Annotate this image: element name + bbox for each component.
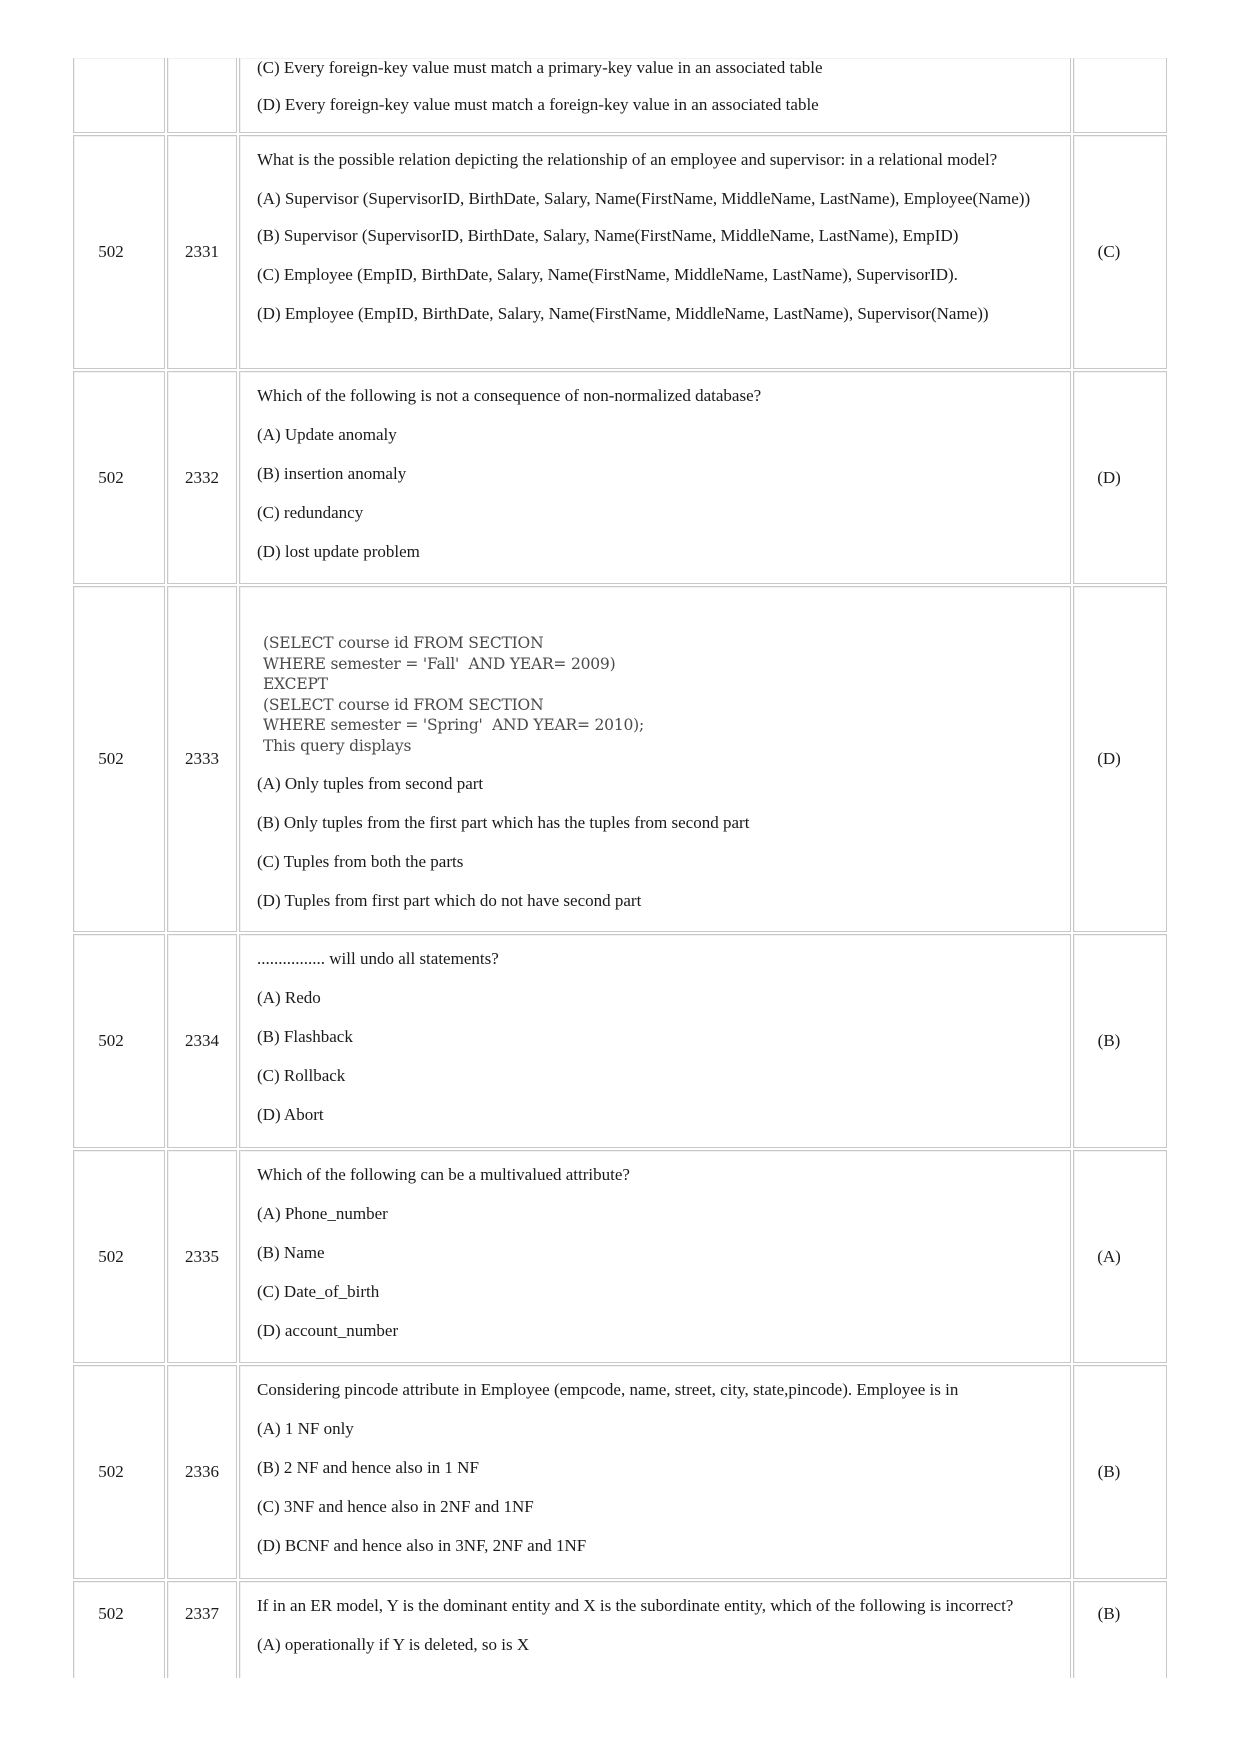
option-b: (B) Only tuples from the first part which has the tuples from second part bbox=[257, 813, 750, 832]
option-d: (D) Every foreign-key value must match a foreign-key value in an associated table bbox=[257, 95, 819, 114]
answer-cell bbox=[1073, 58, 1167, 133]
option-b: (B) Supervisor (SupervisorID, BirthDate, Salary, Name(FirstName, MiddleName, LastName), EmpID) bbox=[257, 226, 959, 245]
question-table bbox=[72, 58, 1170, 1678]
option-c: (C) Rollback bbox=[257, 1066, 346, 1085]
sql-query-image: (SELECT course id FROM SECTION WHERE semester = 'Fall' AND YEAR= 2009) EXCEPT (SELECT course id FROM SECTION WHERE semester = 'Spring' AND YEAR= 2010); This query displays bbox=[263, 634, 645, 755]
question-text: Which of the following is not a consequence of non-normalized database? bbox=[257, 386, 762, 405]
option-d: (D) BCNF and hence also in 3NF, 2NF and 1NF bbox=[257, 1536, 587, 1555]
question-cell bbox=[239, 135, 1071, 369]
question-cell bbox=[239, 58, 1071, 133]
option-b: (B) insertion anomaly bbox=[257, 464, 407, 483]
option-c: (C) Date_of_birth bbox=[257, 1282, 380, 1301]
table-row bbox=[72, 134, 1170, 370]
option-c: (C) Employee (EmpID, BirthDate, Salary, Name(FirstName, MiddleName, LastName), SupervisorID). bbox=[257, 265, 958, 284]
course-code-cell: 502 bbox=[73, 1581, 165, 1678]
option-c: (C) Tuples from both the parts bbox=[257, 852, 464, 871]
course-code-cell: 502 bbox=[73, 934, 165, 1148]
option-a: (A) Update anomaly bbox=[257, 425, 397, 444]
option-b: (B) Name bbox=[257, 1243, 325, 1262]
course-code-cell: 502 bbox=[73, 586, 165, 932]
option-d: (D) Abort bbox=[257, 1105, 324, 1124]
option-a: (A) Redo bbox=[257, 988, 321, 1007]
option-c: (C) 3NF and hence also in 2NF and 1NF bbox=[257, 1497, 534, 1516]
table-row bbox=[72, 585, 1170, 933]
option-b: (B) Flashback bbox=[257, 1027, 353, 1046]
answer-cell: (B) bbox=[1073, 934, 1167, 1148]
table-row bbox=[72, 370, 1170, 585]
question-text: Which of the following can be a multivalued attribute? bbox=[257, 1165, 630, 1184]
table-row bbox=[72, 1580, 1170, 1678]
answer-cell: (D) bbox=[1073, 371, 1167, 584]
option-a: (A) Phone_number bbox=[257, 1204, 388, 1223]
question-number-cell: 2333 bbox=[167, 586, 237, 932]
answer-cell: (B) bbox=[1073, 1365, 1167, 1579]
option-d: (D) Tuples from first part which do not have second part bbox=[257, 891, 642, 910]
option-d: (D) lost update problem bbox=[257, 542, 420, 561]
question-text: Considering pincode attribute in Employee (empcode, name, street, city, state,pincode). Employee is in bbox=[257, 1380, 959, 1399]
course-code-cell: 502 bbox=[73, 135, 165, 369]
course-code-cell bbox=[73, 58, 165, 133]
course-code-cell: 502 bbox=[73, 1365, 165, 1579]
question-cell bbox=[239, 934, 1071, 1148]
option-a: (A) Supervisor (SupervisorID, BirthDate, Salary, Name(FirstName, MiddleName, LastName), Employee(Name)) bbox=[257, 189, 1031, 208]
question-cell bbox=[239, 1150, 1071, 1363]
table-row bbox=[72, 1149, 1170, 1364]
question-text: ................ will undo all statements? bbox=[257, 949, 499, 968]
question-text: If in an ER model, Y is the dominant entity and X is the subordinate entity, which of the following is incorrect? bbox=[257, 1596, 1014, 1615]
answer-cell: (C) bbox=[1073, 135, 1167, 369]
question-number-cell: 2334 bbox=[167, 934, 237, 1148]
table-row bbox=[72, 933, 1170, 1149]
question-text: What is the possible relation depicting the relationship of an employee and supervisor: in a relational model? bbox=[257, 150, 998, 169]
option-d: (D) account_number bbox=[257, 1321, 399, 1340]
question-cell bbox=[239, 1365, 1071, 1579]
course-code-cell: 502 bbox=[73, 371, 165, 584]
question-cell bbox=[239, 371, 1071, 584]
question-number-cell: 2336 bbox=[167, 1365, 237, 1579]
option-a: (A) Only tuples from second part bbox=[257, 774, 484, 793]
question-cell bbox=[239, 586, 1071, 932]
answer-cell: (B) bbox=[1073, 1581, 1167, 1678]
answer-cell: (A) bbox=[1073, 1150, 1167, 1363]
question-cell bbox=[239, 1581, 1071, 1678]
question-number-cell: 2337 bbox=[167, 1581, 237, 1678]
question-number-cell: 2335 bbox=[167, 1150, 237, 1363]
answer-cell: (D) bbox=[1073, 586, 1167, 932]
question-number-cell: 2332 bbox=[167, 371, 237, 584]
option-d: (D) Employee (EmpID, BirthDate, Salary, Name(FirstName, MiddleName, LastName), Supervisor(Name)) bbox=[257, 304, 989, 323]
option-a: (A) 1 NF only bbox=[257, 1419, 354, 1438]
option-a: (A) operationally if Y is deleted, so is X bbox=[257, 1635, 530, 1654]
option-c: (C) Every foreign-key value must match a primary-key value in an associated table bbox=[257, 58, 823, 77]
course-code-cell: 502 bbox=[73, 1150, 165, 1363]
question-number-cell bbox=[167, 58, 237, 133]
table-row bbox=[72, 58, 1170, 134]
option-b: (B) 2 NF and hence also in 1 NF bbox=[257, 1458, 479, 1477]
question-number-cell: 2331 bbox=[167, 135, 237, 369]
table-row bbox=[72, 1364, 1170, 1580]
option-c: (C) redundancy bbox=[257, 503, 364, 522]
